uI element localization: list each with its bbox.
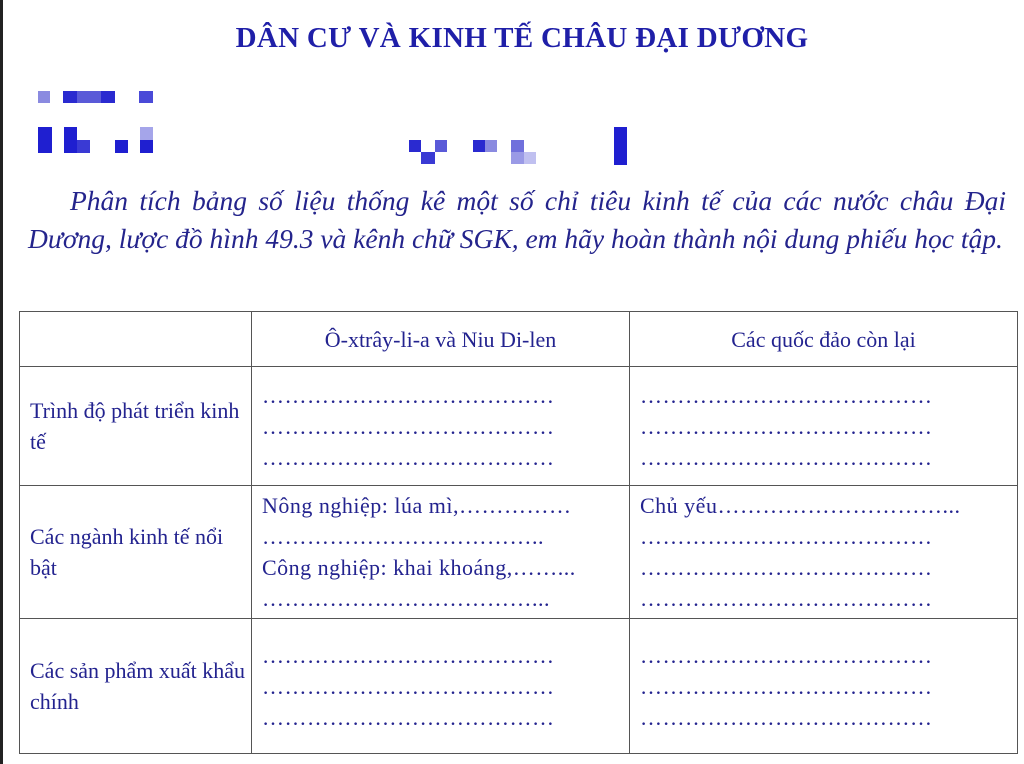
answer-line[interactable]: ………………………………… [640,444,933,470]
answer-line[interactable]: ………………………………... [262,586,550,611]
worksheet-title: DÂN CƯ VÀ KINH TẾ CHÂU ĐẠI DƯƠNG [235,22,809,54]
header-australia-nz: Ô-xtrây-li-a và Niu Di-len [252,312,630,367]
answer-line[interactable]: ………………………………… [640,704,933,730]
answer-line[interactable]: ………………………………… [640,413,933,439]
header-other-islands: Các quốc đảo còn lại [630,312,1018,367]
row-label-key-industries: Các ngành kinh tế nổi bật [20,486,252,619]
answer-line[interactable]: ………………………………… [262,444,555,470]
answer-line[interactable]: ………………………………… [640,382,933,408]
answer-line[interactable]: ……………………………….. [262,524,544,549]
answer-line[interactable]: ………………………………… [262,642,555,668]
answer-line[interactable]: ………………………………… [640,586,933,611]
worksheet-table [19,311,1018,754]
answer-cell[interactable] [630,486,1018,619]
answer-line-industry[interactable]: Công nghiệp: khai khoáng,……... [262,555,576,580]
page-left-border [0,0,3,764]
answer-cell[interactable] [252,619,630,754]
answer-line-mainly[interactable]: Chủ yếu…………………………... [640,493,961,518]
answer-line[interactable]: ………………………………… [262,673,555,699]
answer-line[interactable]: ………………………………… [640,673,933,699]
answer-line[interactable]: ………………………………… [262,704,555,730]
answer-line[interactable]: ………………………………… [262,382,555,408]
table-row [20,367,1018,486]
answer-cell[interactable] [252,486,630,619]
answer-line[interactable]: ………………………………… [640,555,933,580]
answer-line[interactable]: ………………………………… [640,524,933,549]
answer-cell[interactable] [630,367,1018,486]
answer-line[interactable]: ………………………………… [640,642,933,668]
row-label-export-products: Các sản phẩm xuất khẩu chính [20,619,252,754]
table-row [20,619,1018,754]
table-header-row [20,312,1018,367]
answer-line[interactable]: ………………………………… [262,413,555,439]
table-row [20,486,1018,619]
instruction-paragraph: Phân tích bảng số liệu thống kê một số chỉ tiêu kinh tế của các nước châu Đại Dương, lược đồ hình 49.3 và kênh chữ SGK, em hãy hoàn thành nội dung phiếu học tập. [28,185,1006,254]
header-empty-cell [20,312,252,367]
answer-line-agriculture[interactable]: Nông nghiệp: lúa mì,…………… [262,493,572,518]
answer-cell[interactable] [252,367,630,486]
row-label-development-level: Trình độ phát triển kinh tế [20,367,252,486]
answer-cell[interactable] [630,619,1018,754]
